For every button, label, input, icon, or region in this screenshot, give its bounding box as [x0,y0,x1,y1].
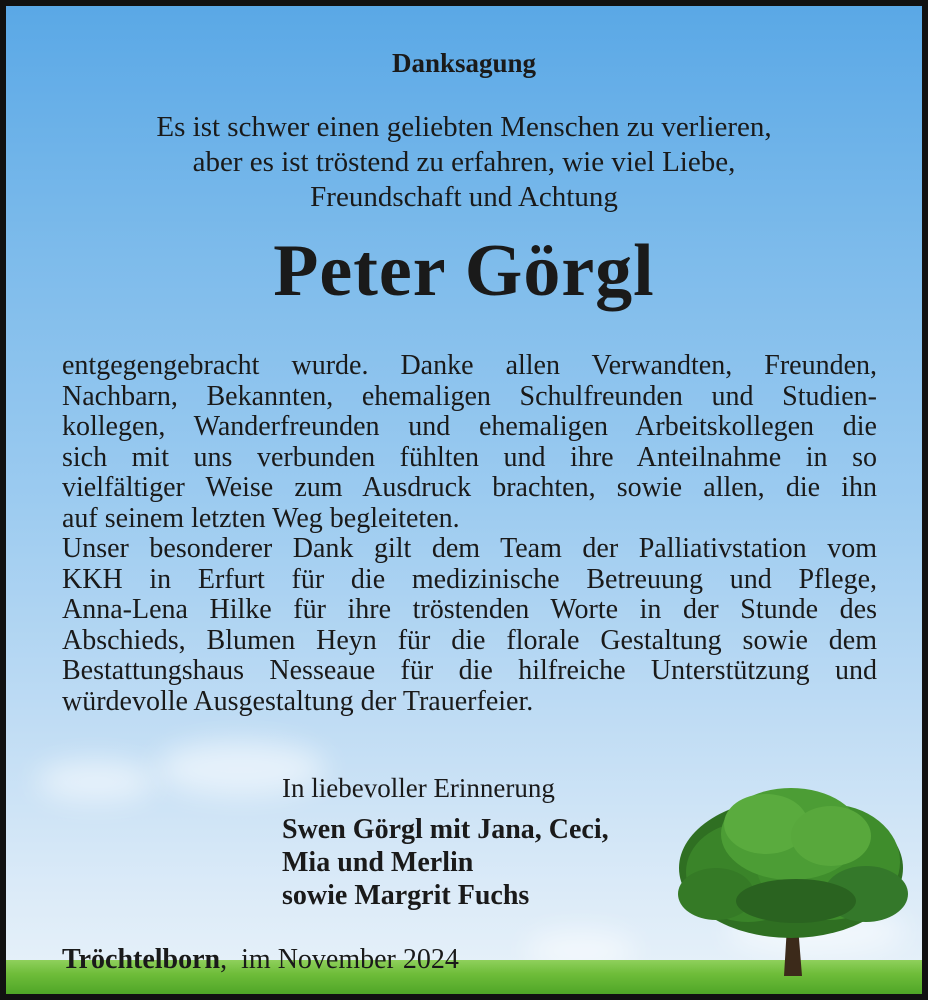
cloud-decoration [36,761,156,801]
signer-line: Swen Görgl mit Jana, Ceci, [282,814,609,845]
deceased-name: Peter Görgl [273,230,655,312]
intro-line: Freundschaft und Achtung [310,181,618,213]
tree-illustration [656,776,926,976]
body-line: auf seinem letzten Weg begleiteten. [62,502,460,534]
place-date-line [62,944,459,976]
body-line: Unser besonderer Dank gilt dem Team der Palliativstation vom [62,533,877,564]
signers [282,813,609,912]
intro-line: aber es ist tröstend zu erfahren, wie viel Liebe, [192,146,736,178]
body-line: sich mit uns verbunden fühlten und ihre Anteilnahme in so [62,441,877,473]
body-line: würdevolle Ausgestaltung der Trauerfeier. [62,685,534,717]
notice-heading: Danksagung [391,48,537,78]
body-line: KKH in Erfurt für die medizinische Betreuung und Pflege, [62,563,877,595]
body-line: Anna-Lena Hilke für ihre tröstenden Worte in der Stunde des [62,594,877,625]
body-line: kollegen, Wanderfreunden und ehemaligen Arbeitskollegen die [62,411,877,442]
place-name: Tröchtelborn [62,944,221,975]
signature-block [282,771,609,912]
intro-text [6,110,922,215]
body-line: vielfältiger Weise zum Ausdruck brachten, sowie allen, die ihn [62,472,877,503]
thanks-body-text [62,351,877,717]
notice-date: im November 2024 [241,944,459,975]
signer-line: Mia und Merlin [282,847,474,878]
body-line: entgegengebracht wurde. Danke allen Verwandten, Freunden, [62,350,877,381]
body-line: Bestattungshaus Nesseaue für die hilfreiche Unterstützung und [62,655,877,686]
intro-line: Es ist schwer einen geliebten Menschen zu verlieren, [156,111,772,143]
body-line: Nachbarn, Bekannten, ehemaligen Schulfreunden und Studien- [62,380,877,412]
place-comma: , [220,944,242,975]
signer-line: sowie Margrit Fuchs [282,880,530,911]
body-line: Abschieds, Blumen Heyn für die florale Gestaltung sowie dem [62,624,877,656]
memory-line: In liebevoller Erinnerung [282,773,555,803]
